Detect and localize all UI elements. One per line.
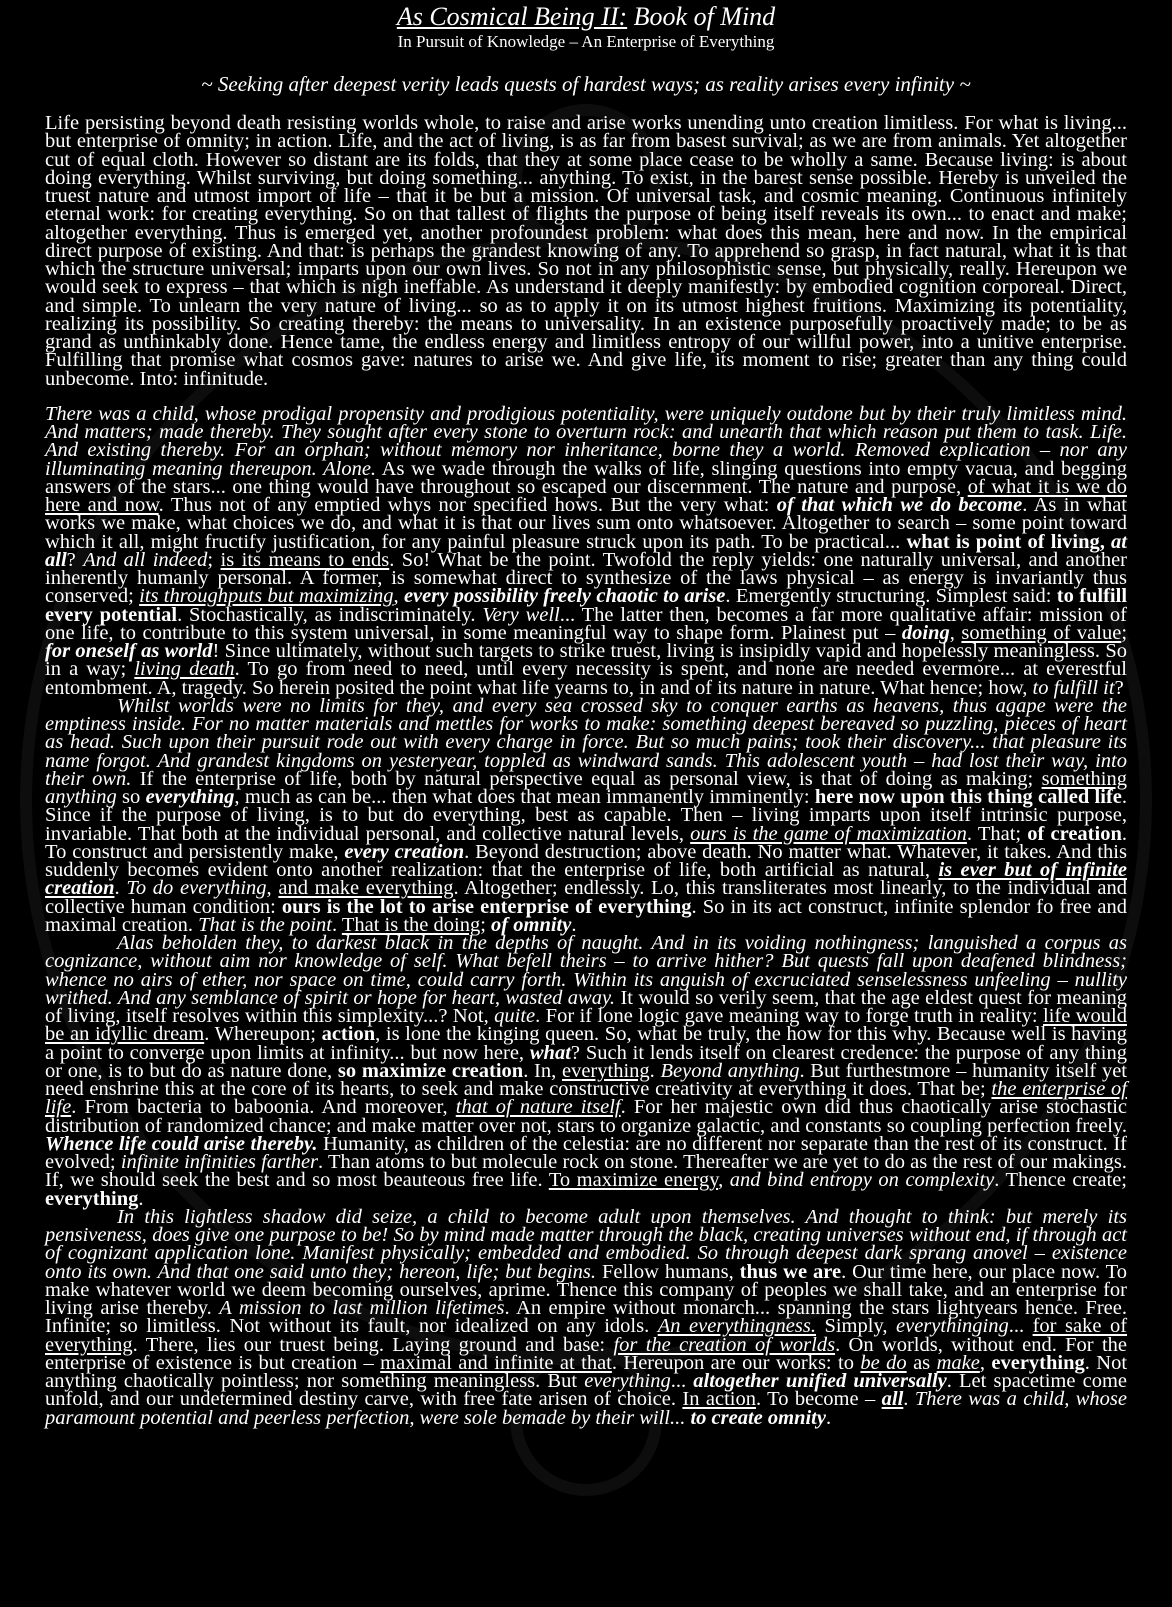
text-run: An everythingness. [657,1315,816,1338]
text-run: ? [1114,676,1124,699]
text-run: , [266,877,279,900]
text-run: , much as can be... then what does that mean immanently imminently: [234,786,815,808]
page-subtitle: In Pursuit of Knowledge – An Enterprise of Everything [397,32,775,51]
text-run: To maximize energy [548,1169,719,1192]
text-run: something of value [961,621,1122,644]
text-run: . Stochastically, as indiscriminately. [177,603,483,626]
text-run: ours is the game of maximization [690,822,967,845]
text-run: . [825,1406,832,1429]
text-run: As we wade through the walks of life, slinging questions into empty vacua, and begging answers of the stars... one thing would have throughout so escaped our discernment. The nature and purpose, [45,457,1127,498]
text-run: ; [480,913,492,936]
text-run: ours is the lot to arise enterprise of everything [281,895,692,918]
paragraph-5 [45,1205,1128,1429]
text-run: Alas beholden they, to darkest black in the depths of naught. And in its voiding nothingness; languished a corpus as cognizance, without aim nor knowledge of self. What befell theirs – to arrive hither? But quests fall upon deafened blindness; whence no airs of ether, nor space on time, could carry forth. Within its anguish of excruciated senselessness unfeeling – nullity writhed. And any semblance of spirit or hope for heart, wasted away. [45,932,1127,1009]
text-run: everything [45,1187,139,1210]
text-run: . So in its act construct, infinite splendor fo free and maximal creation. [45,895,1127,936]
text-run: living death [134,658,235,681]
text-run: something [1041,767,1127,790]
text-run: of omnity [491,913,572,936]
text-run: action [321,1023,376,1046]
text-run: . Whereupon; [204,1023,322,1046]
text-run: maximal and infinite at that [380,1351,612,1374]
text-run: to create omnity [690,1406,826,1429]
title-main: As Cosmical Being II: [396,2,628,31]
text-run: life would be an idyllic dream [45,1005,1127,1046]
text-run: to fulfill it [1032,676,1115,699]
text-run: . [331,913,342,936]
text-run: . An empire without monarch... spanning the stars lightyears hence. Free. Infinite; so limitless. Not without its fault, nor idealized on any idols. [45,1297,1127,1338]
text-run: for the creation of worlds [613,1333,836,1356]
text-run: . Than atoms to but molecule rock on stone. Thereafter we are yet to do as the rest of our makings. If, we should seek the best and so most beauteous free life. [45,1151,1127,1192]
text-run: . Thence create; [994,1169,1127,1192]
text-run: That is the doing [341,913,481,936]
page-title [45,0,1127,32]
text-run: . There, lies our truest being. Laying ground and base: [132,1333,614,1356]
text-run: ; [207,548,221,571]
text-run: . To go from need to need, until every necessity is spent, and none are needed evermore... at everestful entombment. A, tragedy. So herein posited the point what life yearns to, in and of its nature in nature. What hence; how, [45,658,1127,699]
text-run: . [649,1059,661,1082]
paragraph-2 [45,402,1128,699]
text-run: There was a child, whose paramount potential and peerless perfection, were sole bemade by their will... [45,1388,1127,1429]
text-run: ? Such it lends itself on clearest credence: the purpose of any thing or one, is to but do as nature done, [45,1041,1127,1082]
text-run: Whence life could arise thereby. [45,1132,318,1155]
text-run: ? [66,548,84,571]
text-run: It would so verily seem, that the age eldest quest for meaning of living, itself resolves within this simplexity...? Not, [45,986,1127,1027]
text-run: everything [145,786,235,808]
text-run: so maximize creation [337,1059,524,1082]
text-run: what is point of living, [906,530,1112,553]
text-run: Humanity, as children of the celestia: are no different nor separate than the rest of its construct. If evolved; [45,1132,1127,1173]
text-run: doing [901,621,950,644]
text-run: that of nature itself [455,1096,621,1119]
text-run: altogether unified universally [693,1370,947,1392]
text-run: . Thus not of any emptied whys nor specified hows. But the very what: [158,494,777,516]
text-run: thus we are [739,1260,842,1283]
text-run: ... The latter then, becomes a far more qualitative affair: mission of one life, to contribute to this system universal, in some meaningful way to shape form. Plainest put – [45,603,1127,644]
text-run: . As in what works we make, what choices we do, and what it is that our lives sum onto whatsoever. Altogether to search – some point toward which it all, might fructify justification, for any painful pleasure struck upon its path. To be practical... [45,494,1127,553]
text-run: , [718,1169,730,1192]
text-run: of creation [1027,822,1122,845]
text-run: . [138,1187,144,1210]
text-run: is ever but of infinite creation [45,859,1127,900]
text-run: the enterprise of life [45,1078,1127,1119]
text-run: . Our time here, our place now. To make whatever world we deem becoming ourselves, aprime. Thence this company of peoples we shall take, and an enterprise for living arise thereby. [45,1260,1127,1319]
text-run: In this lightless shadow did seize, a child to become adult upon themselves. And thought to think: but merely its pensiveness, does give one purpose to be! So by mind made matter through the black, creating universes without end, if through act of cognizant application lone. Manifest physically; embedded and embodied. So through deepest dark sprang anovel – existence onto its own. And that one said unto they; hereon, life; but begins. [45,1205,1127,1283]
text-run: ... [670,1370,694,1392]
motto: ~ Seeking after deepest verity leads quests of hardest ways; as reality arises every infinity ~ [201,72,971,96]
text-run: , [949,621,962,644]
text-run: . In, [523,1059,562,1082]
text-run: . [571,913,577,936]
text-run: ; [1121,621,1128,644]
text-run: . Since if the purpose of living, is to but do everything, best as capable. Then – living imparts upon itself intrinsic purpose, invariable. That both at the individual personal, and collective natural levels, [45,786,1127,845]
text-run: infinite infinities farther [120,1151,319,1173]
paragraph-1 [45,114,1127,388]
text-run: all [881,1388,904,1411]
text-run: . But furthestmore – humanity itself yet need enshrine this at the core of its hearts, to seek and make constructive creativity at everything it does. That be; [45,1059,1128,1100]
text-run: so [116,786,146,808]
text-run: . Altogether; endlessly. Lo, this transliterates most linearly, to the individual and collective human condition: [45,877,1127,918]
text-run: Whilst worlds were no limits for they, and every sea crossed sky to conquer earths as heavens, thus agape were the emptiness inside. For no matter materials and mettles for works to make: something deepest bereaved so puzzling, pieces of heart as head. Such upon their pursuit rode out with every charge in force. But so much pains; took their discovery... that pleasure its name forgot. And grandest kingdoms on yesteryear, toppled as windward sands. This adolescent youth – had lost their way, into their own. [45,694,1127,790]
text-run: what [529,1041,571,1064]
text-run: That is the point [198,913,332,936]
text-run: . [114,877,127,900]
text-run: and bind entropy on complexity [729,1169,995,1192]
text-run: . Hereupon are our works: to [611,1351,861,1374]
text-run: of that which we do become [776,494,1023,516]
text-run: . Emergently structuring. Simplest said: [725,585,1057,608]
text-run: . That; [966,822,1028,845]
text-run: To do everything [126,877,267,900]
paragraph-4 [45,934,1127,1208]
text-run: Fellow humans, [596,1260,740,1283]
text-run: every creation [344,840,465,863]
text-run: . For her majestic own did thus chaotically arise stochastic distribution of randomized chance; and make matter over not, stars to organize galactic, and constants so coupling perfection freely. [45,1096,1127,1137]
title-rest: Book of Mind [627,2,776,31]
text-run: A mission to last million lifetimes [219,1297,505,1319]
text-run: . Not anything chaotically pointless; nor something meaningless. But [45,1351,1128,1392]
text-run: is its means to ends [220,548,390,571]
text-run: anything [45,786,117,808]
text-run: . So! What be the point. Twofold the reply yields: one naturally universal, and another inherently humanly personal. A former, is somewhat direct to synthesize of the laws physical – as energy is invariantly thus conserved; [45,548,1128,608]
text-run: . To construct and persistently make, [45,822,1127,863]
text-run: quite [494,1005,536,1027]
text-run: everythinging [896,1315,1009,1338]
text-run: and make everything [278,877,454,900]
text-run: ! Since ultimately, without such targets to strike truest, living is insipidly vapid and hopelessly meaningless. So in a way; [45,640,1127,681]
paragraph-3 [45,694,1127,936]
text-run: every possibility freely chaotic to arise [403,585,726,608]
text-run: . [903,1388,915,1411]
text-run: . Beyond destruction; above death. No matter what. Whatever, it takes. And this suddenly becomes evident onto another realization: that the enterprise of life, both artificial as natural, [45,840,1127,881]
text-run: as [906,1351,937,1374]
text-run: If the enterprise of life, both by natural perspective equal as personal view, is that of doing as making; [131,767,1042,790]
text-run: everything [991,1351,1085,1374]
text-run: here now upon this thing called life [814,786,1122,808]
text-run: for sake of everything [45,1315,1128,1356]
text-run: , [393,585,404,608]
text-run: of what it is we do here and now [45,475,1127,516]
text-run: to fulfill every potential [45,585,1128,626]
text-run: , [979,1351,992,1374]
text-run: its throughputs but maximizing [139,585,394,608]
text-run: make [936,1351,980,1374]
text-run: at all [45,530,1127,571]
text-run: . Let spacetime come unfold, and our undetermined destiny carve, with free fate arisen of choice. [45,1370,1128,1411]
text-run: Very well [482,603,560,626]
text-run: for oneself as world [45,640,213,662]
text-run: And all indeed [83,548,208,571]
text-run: There was a child, whose prodigal propensity and prodigious potentiality, were uniquely outdone but by their truly limitless mind. And matters; made thereby. They sought after every stone to overturn rock: and unearth that which reason put them to task. Life. And existing thereby. For an orphan; without memory nor inheritance, borne they a world. Removed explication – nor any illuminating meaning thereupon. Alone. [45,402,1127,480]
text-run: . To become – [755,1388,882,1411]
body-text [45,114,1127,1427]
text-run: everything [584,1370,671,1392]
text-run: . On worlds, without end. For the enterprise of existence is but creation – [45,1333,1127,1374]
text-run: . From bacteria to baboonia. And moreover, [71,1096,456,1119]
text-run: everything [561,1059,650,1082]
text-run: , is lone the kinging queen. So, what be truly, the how for this why. Because well is having a point to converge upon limits at infinity... but now here, [45,1023,1127,1064]
text-run: In action [682,1388,756,1411]
text-run: be do [860,1351,907,1374]
text-run: ... [1008,1315,1033,1338]
text-run: Beyond anything [660,1059,800,1082]
text-run: Life persisting beyond death resisting worlds whole, to raise and arise works unending unto creation limitless. For what is living... but enterprise of omnity; in action. Life, and the act of living, is as far from basest survival; as we are from animals. Yet altogether cut of equal cloth. However so distant are its folds, that they at some place cease to be wholly a same. Because living: is about doing everything. Whilst surviving, but doing something... anything. To exist, in the barest sense possible. Hereby is unveiled the truest nature and utmost import of life – that it be but a mission. Of universal task, and cosmic meaning. Continuous infinitely eternal work: for creating everything. So on that tallest of flights the purpose of being itself reveals its own... to enact and make; altogether everything. Thus is emerged yet, another profoundest problem: what does this mean, here and now. In the empirical direct purpose of existing. And that: is perhaps the grandest knowing of any. To apprehend so grasp, in fact natural, what it is that which the structure universal; imparts upon our own lives. So not in any philosophistic sense, but physically, really. Hereupon we would seek to express – that which is nigh ineffable. As understand it deeply manifestly: by embodied cognition corporeal. Direct, and simple. To unlearn the very nature of living... so as to apply it on its utmost highest fruitions. Maximizing its potentiality, realizing its possibility. So creating thereby: the means to universality. In an existence purposefully proactively made; to be as grand as unthinkably done. Hence tame, the endless energy and limitless entropy of our willful power, into a unitive enterprise. Fulfilling that promise what cosmos gave: natures to arise we. And give life, its moment to rise; greater than any thing could unbecome. Into: infinitude. [45,112,1127,390]
text-run: Simply, [815,1315,896,1338]
text-run: . For if lone logic gave meaning way to forge truth in reality: [535,1005,1043,1027]
